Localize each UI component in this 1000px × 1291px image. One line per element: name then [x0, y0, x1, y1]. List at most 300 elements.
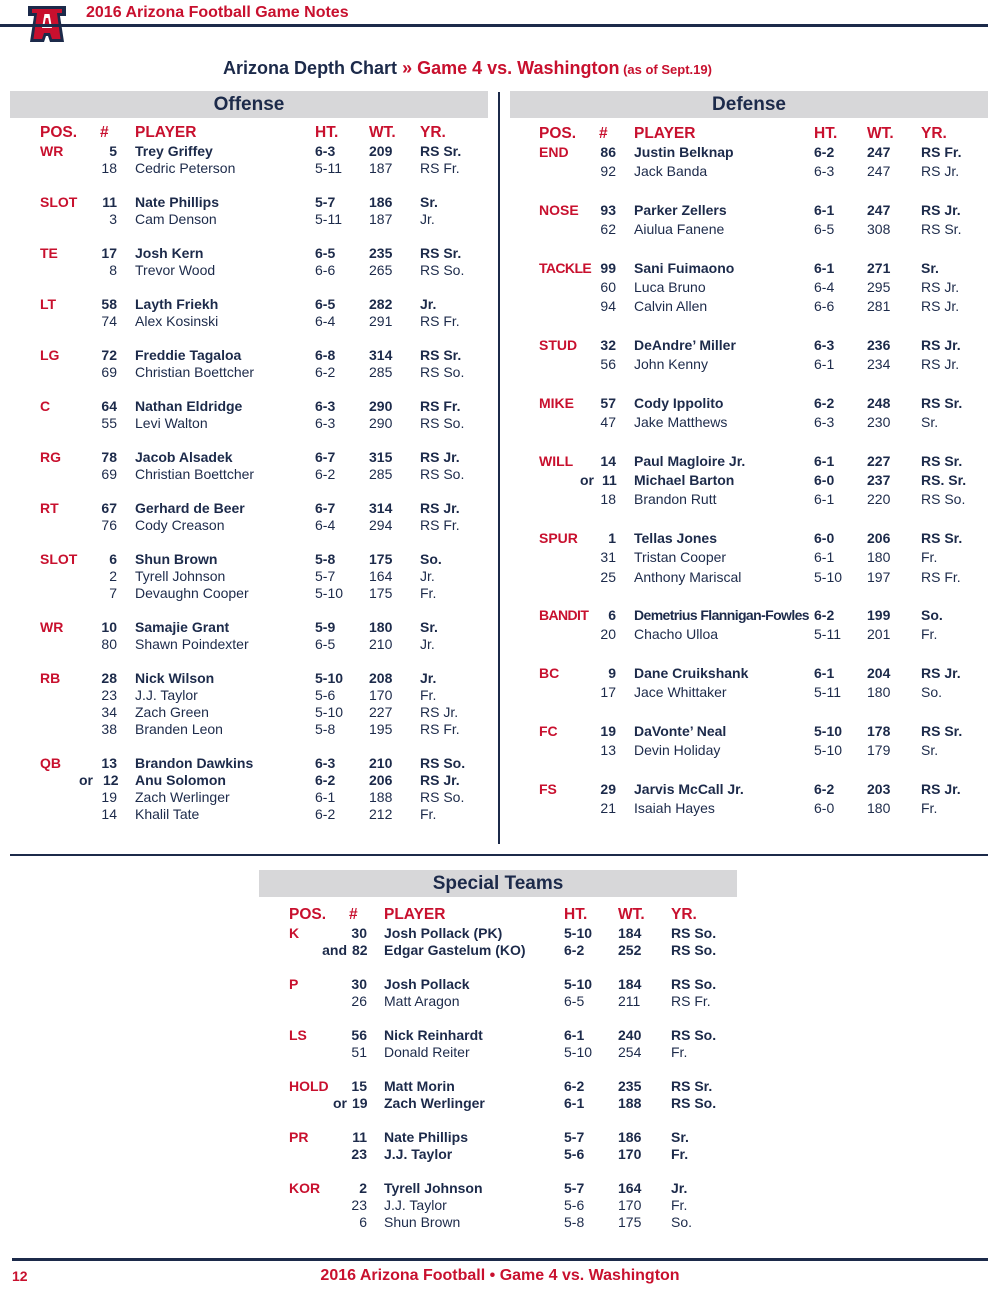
- jersey-number: 13: [101, 755, 117, 771]
- player-height: 6-5: [315, 296, 336, 312]
- player-year: RS Jr.: [420, 772, 460, 788]
- player-weight: 247: [867, 201, 891, 218]
- player-name: Nate Phillips: [384, 1129, 469, 1145]
- jersey-number: 19: [352, 1095, 368, 1111]
- player-weight: 201: [867, 626, 891, 643]
- column-header-yr: YR.: [921, 125, 947, 142]
- player-height: 6-7: [315, 449, 336, 465]
- player-weight: 271: [867, 259, 891, 276]
- jersey-number: 25: [600, 568, 616, 585]
- jersey-number: 21: [600, 800, 616, 817]
- player-height: 6-2: [315, 364, 336, 380]
- player-weight: 164: [369, 568, 393, 584]
- position-label: BANDIT: [539, 607, 589, 624]
- player-height: 6-2: [315, 466, 336, 482]
- player-year: RS So.: [921, 491, 966, 508]
- player-year: RS So.: [671, 976, 717, 992]
- player-weight: 294: [369, 517, 393, 533]
- player-weight: 290: [369, 415, 393, 431]
- player-weight: 295: [867, 279, 891, 296]
- player-name: Cedric Peterson: [135, 160, 236, 176]
- jersey-number: 13: [600, 742, 616, 759]
- player-weight: 236: [867, 336, 891, 353]
- player-height: 6-5: [315, 636, 336, 652]
- player-height: 6-2: [315, 806, 336, 822]
- player-height: 6-5: [814, 221, 835, 238]
- player-name: Tellas Jones: [634, 529, 718, 546]
- position-label: RT: [40, 500, 59, 516]
- player-height: 5-11: [814, 626, 841, 643]
- player-name: Cam Denson: [135, 211, 217, 227]
- player-name: Jack Banda: [634, 163, 708, 180]
- player-height: 5-6: [564, 1197, 585, 1213]
- jersey-number: 76: [101, 517, 117, 533]
- special-teams-header: Special Teams: [259, 870, 737, 897]
- jersey-number: 28: [101, 670, 117, 686]
- player-name: J.J. Taylor: [384, 1146, 453, 1162]
- player-name: Josh Kern: [135, 245, 204, 261]
- position-label: MIKE: [539, 394, 574, 411]
- player-year: So.: [921, 607, 943, 624]
- player-year: RS Jr.: [921, 665, 961, 682]
- player-height: 5-10: [814, 568, 843, 585]
- player-height: 6-6: [814, 298, 835, 315]
- position-label: HOLD: [289, 1078, 329, 1094]
- player-height: 6-8: [315, 347, 336, 363]
- player-weight: 184: [618, 925, 642, 941]
- player-weight: 179: [867, 742, 891, 759]
- chart-title-separator: »: [397, 58, 418, 78]
- player-name: Trey Griffey: [135, 143, 213, 159]
- player-weight: 227: [369, 704, 393, 720]
- player-weight: 188: [618, 1095, 642, 1111]
- player-name: Jace Whittaker: [634, 684, 727, 701]
- jersey-number: 62: [600, 221, 616, 238]
- player-height: 5-7: [564, 1180, 585, 1196]
- alternate-label: or: [580, 472, 594, 489]
- player-year: Fr.: [420, 806, 437, 822]
- jersey-number: 19: [101, 789, 117, 805]
- jersey-number: 92: [600, 163, 616, 180]
- player-year: RS Jr.: [921, 201, 961, 218]
- jersey-number: 18: [101, 160, 117, 176]
- player-year: RS Jr.: [921, 780, 961, 797]
- player-name: Anthony Mariscal: [634, 568, 742, 585]
- jersey-number: 5: [109, 143, 117, 159]
- player-year: RS Fr.: [420, 517, 460, 533]
- player-year: RS Sr.: [921, 722, 963, 739]
- player-weight: 187: [369, 160, 393, 176]
- footer-text: 2016 Arizona Football • Game 4 vs. Washington: [320, 1267, 680, 1284]
- player-name: Tyrell Johnson: [135, 568, 226, 584]
- jersey-number: 31: [600, 549, 616, 566]
- jersey-number: 69: [101, 364, 117, 380]
- jersey-number: 57: [600, 394, 616, 411]
- position-label: LG: [40, 347, 60, 363]
- player-height: 6-1: [315, 789, 336, 805]
- player-height: 5-8: [315, 721, 336, 737]
- jersey-number: 74: [101, 313, 117, 329]
- footer-rule: [12, 1258, 988, 1261]
- player-height: 6-2: [564, 1078, 585, 1094]
- player-name: Devin Holiday: [634, 742, 721, 759]
- player-name: Donald Reiter: [384, 1044, 470, 1060]
- player-name: Jarvis McCall Jr.: [634, 780, 744, 797]
- jersey-number: 8: [109, 262, 117, 278]
- player-year: RS Sr.: [921, 452, 963, 469]
- column-header-yr: YR.: [671, 906, 697, 923]
- player-year: So.: [671, 1214, 693, 1230]
- player-weight: 203: [867, 780, 891, 797]
- player-year: RS Fr.: [921, 568, 961, 585]
- position-label: C: [40, 398, 51, 414]
- player-height: 6-4: [315, 313, 336, 329]
- jersey-number: 30: [351, 925, 367, 941]
- jersey-number: 11: [352, 1129, 367, 1145]
- player-weight: 199: [867, 607, 891, 624]
- column-header-pos: POS.: [40, 124, 78, 141]
- player-name: Jacob Alsadek: [135, 449, 233, 465]
- player-year: RS Jr.: [921, 279, 960, 296]
- player-height: 6-2: [814, 780, 835, 797]
- player-weight: 180: [867, 684, 891, 701]
- player-name: Layth Friekh: [135, 296, 219, 312]
- player-year: RS Sr.: [671, 1078, 713, 1094]
- player-weight: 170: [618, 1197, 642, 1213]
- column-header-num: #: [100, 124, 109, 141]
- player-weight: 230: [867, 414, 891, 431]
- player-height: 6-1: [564, 1095, 585, 1111]
- column-header-ht: HT.: [564, 906, 588, 923]
- jersey-number: 86: [600, 144, 616, 160]
- jersey-number: 11: [102, 194, 117, 210]
- jersey-number: 56: [600, 356, 616, 373]
- jersey-number: 99: [600, 259, 616, 276]
- player-name: Devaughn Cooper: [135, 585, 249, 601]
- player-name: Chacho Ulloa: [634, 626, 719, 643]
- player-year: RS Sr.: [921, 221, 962, 238]
- player-weight: 187: [369, 211, 393, 227]
- player-weight: 180: [867, 549, 891, 566]
- jersey-number: 58: [101, 296, 117, 312]
- player-weight: 186: [618, 1129, 642, 1145]
- player-weight: 204: [867, 665, 891, 682]
- jersey-number: 64: [101, 398, 117, 414]
- jersey-number: 2: [359, 1180, 367, 1196]
- player-weight: 210: [369, 636, 393, 652]
- player-height: 6-3: [814, 163, 835, 180]
- player-weight: 175: [618, 1214, 642, 1230]
- position-label: PR: [289, 1129, 309, 1145]
- player-weight: 220: [867, 491, 891, 508]
- player-year: So.: [420, 551, 442, 567]
- player-year: RS Jr.: [420, 704, 459, 720]
- player-height: 6-3: [315, 755, 336, 771]
- player-weight: 212: [369, 806, 393, 822]
- player-year: RS Sr.: [420, 245, 462, 261]
- jersey-number: 67: [101, 500, 117, 516]
- column-header-pos: POS.: [539, 125, 577, 142]
- player-name: Michael Barton: [634, 472, 735, 489]
- player-year: RS So.: [671, 925, 717, 941]
- player-name: Tyrell Johnson: [384, 1180, 483, 1196]
- player-year: Sr.: [921, 259, 939, 276]
- player-weight: 170: [618, 1146, 642, 1162]
- column-header-yr: YR.: [420, 124, 446, 141]
- player-year: Fr.: [671, 1044, 688, 1060]
- player-weight: 180: [867, 800, 891, 817]
- jersey-number: 19: [600, 722, 616, 739]
- player-height: 5-10: [315, 585, 344, 601]
- jersey-number: 55: [101, 415, 117, 431]
- jersey-number: 17: [600, 684, 616, 701]
- jersey-number: 30: [351, 976, 367, 992]
- jersey-number: 72: [101, 347, 117, 363]
- player-weight: 208: [369, 670, 393, 686]
- player-height: 5-6: [564, 1146, 585, 1162]
- jersey-number: 15: [351, 1078, 367, 1094]
- player-weight: 315: [369, 449, 393, 465]
- player-year: RS Sr.: [420, 347, 462, 363]
- player-name: Shawn Poindexter: [135, 636, 249, 652]
- player-year: RS Jr.: [420, 500, 460, 516]
- player-year: RS. Sr.: [921, 472, 967, 489]
- player-name: Aiulua Fanene: [634, 221, 725, 238]
- chart-title-game: Game 4 vs. Washington: [417, 58, 620, 78]
- player-year: RS Fr.: [921, 144, 962, 160]
- player-name: Luca Bruno: [634, 279, 706, 296]
- player-name: Nick Wilson: [135, 670, 215, 686]
- player-name: Isaiah Hayes: [634, 800, 715, 817]
- player-name: Paul Magloire Jr.: [634, 452, 746, 469]
- player-name: Calvin Allen: [634, 298, 708, 315]
- jersey-number: 82: [352, 942, 368, 958]
- player-height: 6-2: [564, 942, 585, 958]
- player-height: 6-2: [315, 772, 336, 788]
- player-height: 6-1: [814, 549, 835, 566]
- player-height: 5-10: [564, 976, 593, 992]
- player-weight: 175: [369, 551, 393, 567]
- position-label: FS: [539, 780, 557, 797]
- player-year: Sr.: [921, 742, 939, 759]
- player-weight: 247: [867, 163, 891, 180]
- player-name: Shun Brown: [384, 1214, 461, 1230]
- position-label: RB: [40, 670, 61, 686]
- player-year: Fr.: [671, 1146, 689, 1162]
- player-height: 5-10: [564, 925, 593, 941]
- jersey-number: 94: [600, 298, 616, 315]
- player-weight: 210: [369, 755, 393, 771]
- player-height: 6-3: [315, 143, 336, 159]
- player-name: Dane Cruikshank: [634, 665, 749, 682]
- player-height: 6-1: [814, 259, 835, 276]
- player-year: So.: [921, 684, 943, 701]
- player-name: Josh Pollack: [384, 976, 470, 992]
- player-height: 6-3: [814, 414, 835, 431]
- player-year: Sr.: [420, 619, 438, 635]
- jersey-number: 20: [600, 626, 616, 643]
- player-height: 6-7: [315, 500, 336, 516]
- player-year: RS Fr.: [671, 993, 711, 1009]
- column-header-wt: WT.: [618, 906, 645, 923]
- jersey-number: 60: [600, 279, 616, 296]
- player-name: Alex Kosinski: [135, 313, 219, 329]
- player-height: 6-3: [315, 415, 336, 431]
- position-label: RG: [40, 449, 61, 465]
- player-weight: 234: [867, 356, 891, 373]
- player-weight: 247: [867, 144, 891, 160]
- player-name: Khalil Tate: [135, 806, 200, 822]
- jersey-number: 6: [109, 551, 117, 567]
- player-weight: 291: [369, 313, 393, 329]
- jersey-number: 11: [602, 472, 617, 489]
- jersey-number: 1: [608, 529, 616, 546]
- chart-title-main: Arizona Depth Chart: [223, 58, 398, 78]
- player-year: RS Jr.: [921, 298, 960, 315]
- player-year: RS Fr.: [420, 313, 460, 329]
- player-name: Jake Matthews: [634, 414, 728, 431]
- player-height: 5-9: [315, 619, 336, 635]
- column-header-ht: HT.: [814, 125, 838, 142]
- player-weight: 209: [369, 143, 393, 159]
- player-height: 5-7: [564, 1129, 585, 1145]
- player-name: Branden Leon: [135, 721, 223, 737]
- player-height: 6-0: [814, 800, 835, 817]
- player-year: RS Sr.: [921, 394, 963, 411]
- player-name: Sani Fuimaono: [634, 259, 735, 276]
- player-name: Matt Aragon: [384, 993, 460, 1009]
- player-weight: 197: [867, 568, 891, 585]
- player-height: 6-6: [315, 262, 336, 278]
- player-year: Fr.: [420, 687, 437, 703]
- player-year: RS So.: [420, 262, 465, 278]
- jersey-number: 26: [351, 993, 367, 1009]
- player-height: 6-5: [564, 993, 585, 1009]
- position-label: WR: [40, 619, 64, 635]
- jersey-number: 32: [600, 336, 616, 353]
- player-weight: 178: [867, 722, 891, 739]
- column-header-player: PLAYER: [634, 125, 696, 142]
- section-divider: [10, 854, 988, 856]
- player-height: 6-0: [814, 472, 835, 489]
- player-year: Jr.: [420, 670, 437, 686]
- player-height: 6-4: [814, 279, 835, 296]
- jersey-number: 51: [351, 1044, 367, 1060]
- player-weight: 252: [618, 942, 642, 958]
- player-year: RS Jr.: [420, 449, 460, 465]
- player-name: Levi Walton: [135, 415, 208, 431]
- player-weight: 314: [369, 347, 393, 363]
- jersey-number: 12: [103, 772, 119, 788]
- player-height: 6-3: [814, 336, 835, 353]
- player-name: Tristan Cooper: [634, 549, 727, 566]
- player-year: Jr.: [420, 296, 437, 312]
- player-height: 5-10: [564, 1044, 593, 1060]
- player-year: Sr.: [420, 194, 438, 210]
- position-label: LS: [289, 1027, 307, 1043]
- player-year: Fr.: [921, 626, 938, 643]
- player-name: Nathan Eldridge: [135, 398, 243, 414]
- player-year: RS So.: [671, 942, 717, 958]
- position-label: FC: [539, 722, 558, 739]
- column-header-player: PLAYER: [384, 906, 446, 923]
- position-label: SPUR: [539, 529, 578, 546]
- player-height: 6-1: [814, 356, 835, 373]
- player-year: Fr.: [921, 800, 938, 817]
- player-name: John Kenny: [634, 356, 708, 373]
- player-weight: 188: [369, 789, 393, 805]
- player-weight: 290: [369, 398, 393, 414]
- player-height: 6-1: [814, 201, 835, 218]
- player-name: DeAndre’ Miller: [634, 336, 736, 353]
- player-weight: 170: [369, 687, 393, 703]
- player-weight: 195: [369, 721, 393, 737]
- player-year: RS So.: [671, 1095, 717, 1111]
- player-height: 6-5: [315, 245, 336, 261]
- player-name: Gerhard de Beer: [135, 500, 245, 516]
- player-year: Sr.: [671, 1129, 689, 1145]
- player-year: RS So.: [420, 789, 465, 805]
- player-year: RS So.: [671, 1027, 717, 1043]
- jersey-number: 2: [109, 568, 117, 584]
- player-name: Parker Zellers: [634, 201, 727, 218]
- player-height: 5-6: [315, 687, 336, 703]
- player-weight: 308: [867, 221, 891, 238]
- position-label: WR: [40, 143, 64, 159]
- player-name: Nick Reinhardt: [384, 1027, 483, 1043]
- player-name: Demetrius Flannigan-Fowles: [634, 607, 809, 624]
- header-rule: [0, 24, 988, 27]
- player-weight: 254: [618, 1044, 642, 1060]
- player-name: Anu Solomon: [135, 772, 226, 788]
- position-label: WILL: [539, 452, 574, 469]
- defense-header: Defense: [510, 91, 988, 118]
- player-weight: 248: [867, 394, 891, 411]
- position-label: END: [539, 144, 569, 160]
- player-year: RS So.: [420, 415, 465, 431]
- player-year: RS Fr.: [420, 160, 460, 176]
- player-height: 5-10: [315, 670, 344, 686]
- player-year: Fr.: [921, 549, 938, 566]
- position-label: STUD: [539, 336, 578, 353]
- position-label: TE: [40, 245, 58, 261]
- player-year: Sr.: [921, 414, 939, 431]
- player-height: 5-7: [315, 194, 336, 210]
- player-height: 6-4: [315, 517, 336, 533]
- player-year: Fr.: [420, 585, 437, 601]
- player-name: Trevor Wood: [135, 262, 216, 278]
- jersey-number: 78: [101, 449, 117, 465]
- player-name: Zach Green: [135, 704, 209, 720]
- jersey-number: 38: [101, 721, 117, 737]
- jersey-number: 9: [608, 665, 616, 682]
- player-weight: 186: [369, 194, 393, 210]
- player-weight: 282: [369, 296, 393, 312]
- player-name: Christian Boettcher: [135, 466, 255, 482]
- player-weight: 211: [618, 993, 641, 1009]
- player-height: 5-7: [315, 568, 336, 584]
- jersey-number: 56: [351, 1027, 367, 1043]
- player-year: RS Jr.: [921, 336, 961, 353]
- jersey-number: 7: [109, 585, 117, 601]
- player-name: J.J. Taylor: [384, 1197, 447, 1213]
- position-label: NOSE: [539, 201, 579, 218]
- player-height: 6-1: [564, 1027, 585, 1043]
- document-title: 2016 Arizona Football Game Notes: [86, 4, 349, 21]
- position-label: QB: [40, 755, 61, 771]
- jersey-number: 23: [351, 1146, 367, 1162]
- player-name: Brandon Dawkins: [135, 755, 254, 771]
